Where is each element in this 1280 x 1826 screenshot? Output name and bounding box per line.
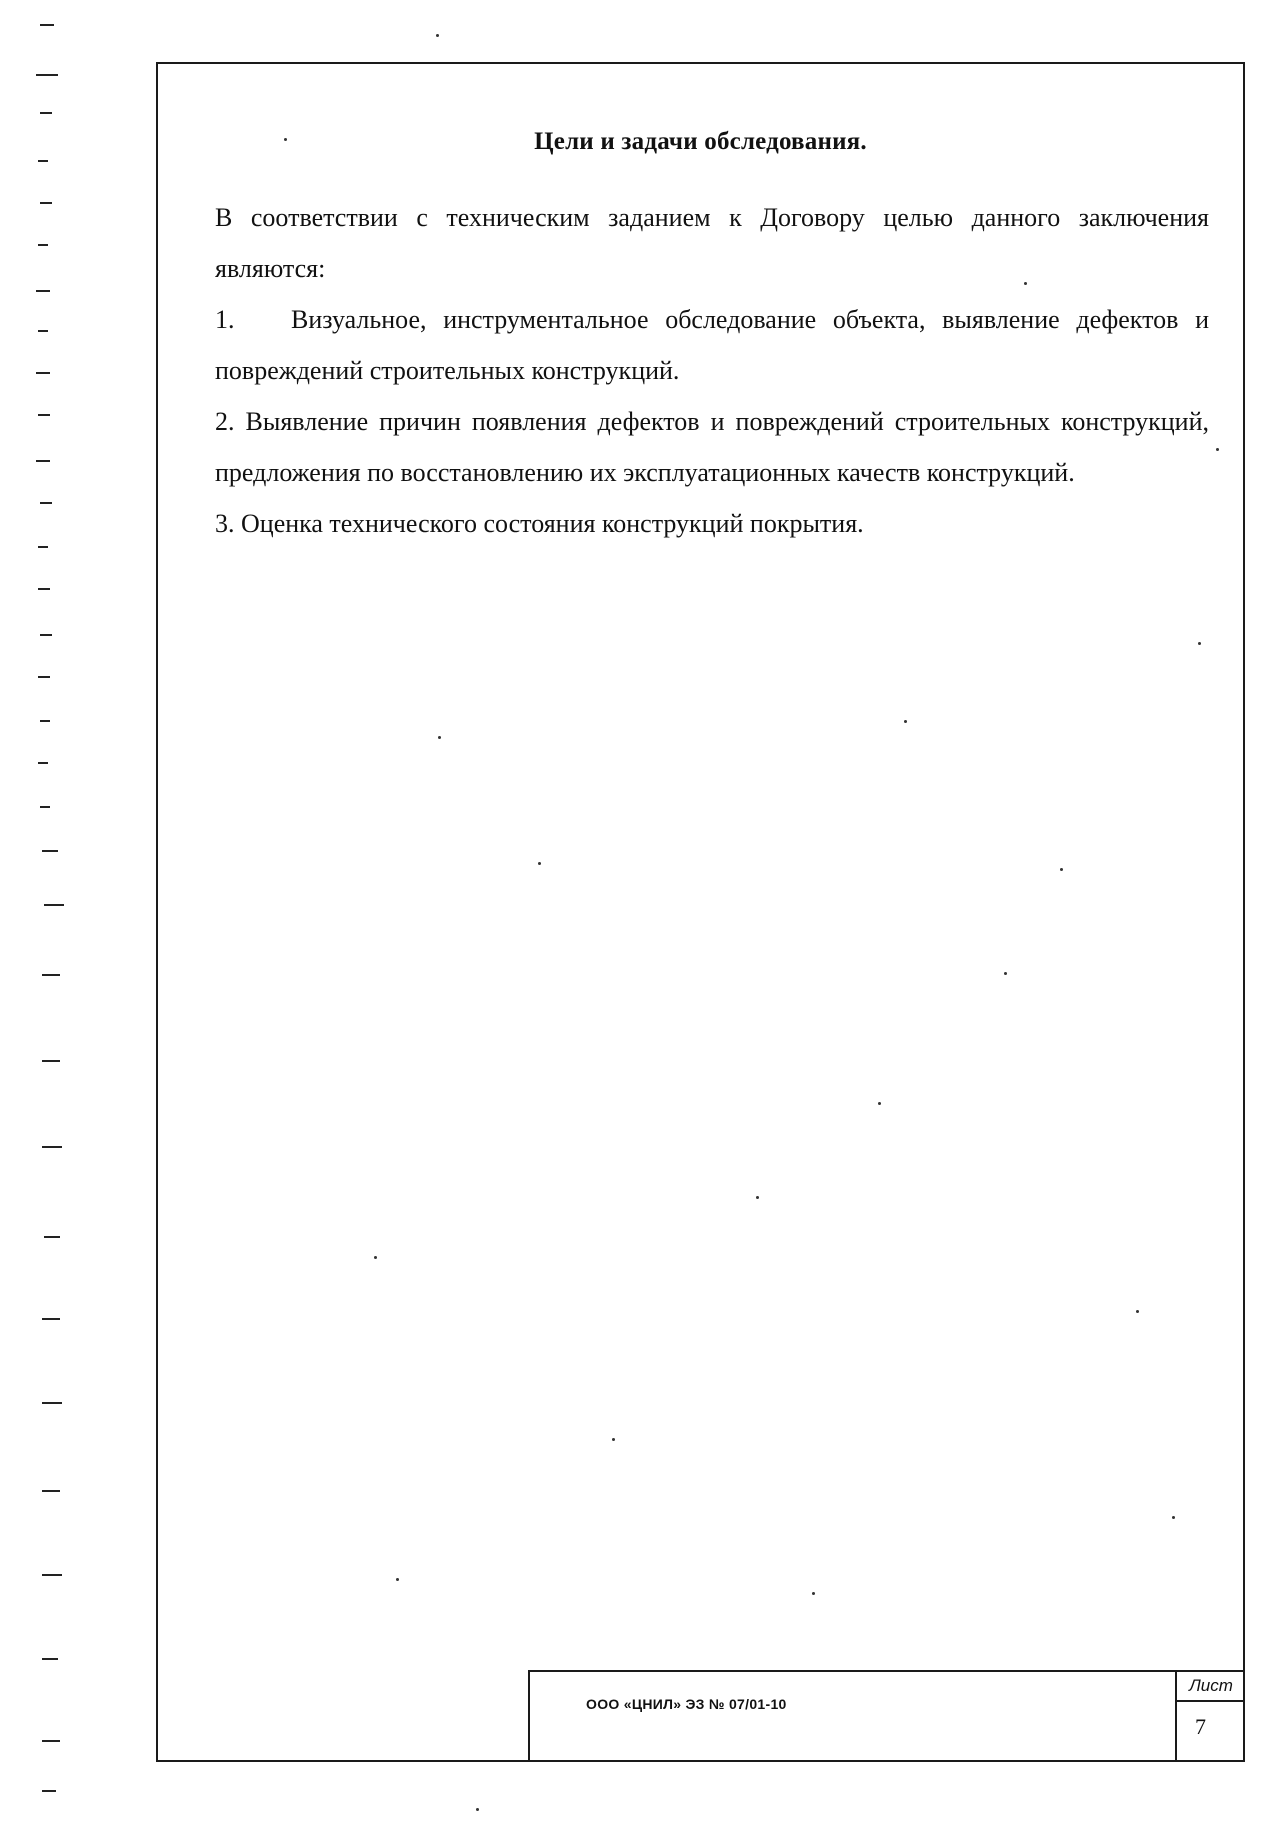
title-block xyxy=(528,1670,1245,1760)
page-frame xyxy=(156,62,1245,1762)
document-title: Цели и задачи обследования. xyxy=(534,128,867,155)
list-item-number: 3. xyxy=(215,509,235,538)
sheet-cell xyxy=(1175,1672,1245,1760)
list-item-text: Выявление причин появления дефектов и повреждений строительных конструкций, предложения по восстановлению их эксплуатационных качеств конструкций. xyxy=(215,407,1210,487)
list-item-number: 2. xyxy=(215,407,235,436)
binding-margin xyxy=(0,0,90,1826)
list-item-text: Визуальное, инструментальное обследование объекта, выявление дефектов и повреждений строительных конструкций. xyxy=(215,305,1209,385)
intro-paragraph: В соответствии с техническим заданием к Договору целью данного заключения являются: xyxy=(215,203,1209,283)
list-item-text: Оценка технического состояния конструкций покрытия. xyxy=(241,509,864,538)
document-body xyxy=(215,192,1209,549)
list-item xyxy=(215,294,1209,396)
list-item xyxy=(215,498,1209,549)
document-code: ООО «ЦНИЛ» ЭЗ № 07/01-10 xyxy=(586,1696,787,1712)
sheet-number: 7 xyxy=(1195,1714,1206,1739)
list-item xyxy=(215,396,1209,498)
list-item-number: 1. xyxy=(215,305,235,334)
sheet-label: Лист xyxy=(1177,1672,1245,1702)
